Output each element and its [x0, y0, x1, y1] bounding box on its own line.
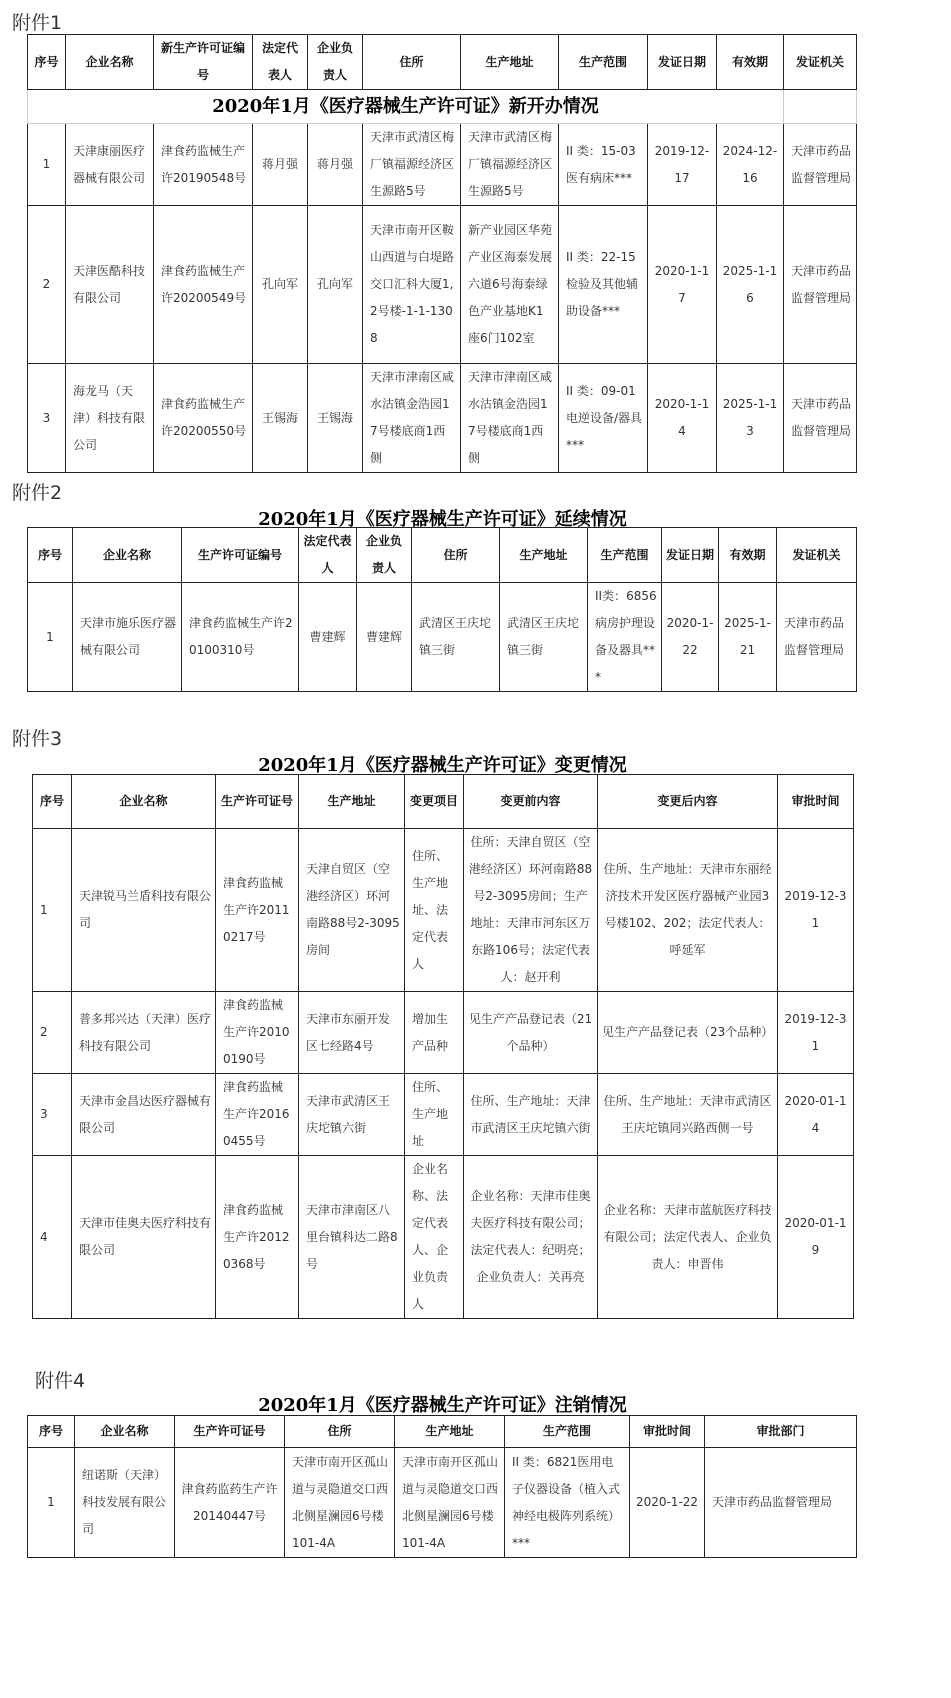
table-cell: 天津市佳奥夫医疗科技有限公司 — [72, 1156, 216, 1319]
table-cell: II类：6856病房护理设备及器具*** — [588, 583, 662, 692]
table-cell: 天津市武清区梅厂镇福源经济区生源路5号 — [461, 124, 559, 206]
table-cell: 津食药监药生产许20140447号 — [175, 1448, 285, 1558]
table-cell: 天津市津南区八里台镇科达二路8号 — [299, 1156, 405, 1319]
attachment-2-title: 2020年1月《医疗器械生产许可证》延续情况 — [258, 509, 627, 530]
attachment-4-title: 2020年1月《医疗器械生产许可证》注销情况 — [258, 1395, 627, 1416]
table-cell: 津食药监械生产许20100310号 — [182, 583, 299, 692]
column-header: 变更后内容 — [598, 775, 778, 829]
table-cell: 2020-1-22 — [630, 1448, 705, 1558]
table-cell: 天津市津南区咸水沽镇金浩园17号楼底商1西侧 — [363, 364, 461, 473]
table-cell: 企业名称：天津市佳奥夫医疗科技有限公司；法定代表人：纪明亮；企业负责人：关再亮 — [464, 1156, 598, 1319]
column-header: 生产许可证号 — [216, 775, 299, 829]
table-cell: 住所、生产地址：天津市东丽经济技术开发区医疗器械产业园3号楼102、202；法定代表人：呼延军 — [598, 829, 778, 992]
column-header: 发证日期 — [648, 35, 717, 90]
table-row — [28, 1448, 857, 1558]
column-header: 住所 — [285, 1416, 395, 1448]
table-cell: 天津市津南区咸水沽镇金浩园17号楼底商1西侧 — [461, 364, 559, 473]
cancellation-table — [27, 1415, 857, 1558]
table-cell: 天津锐马兰盾科技有限公司 — [72, 829, 216, 992]
table-row — [33, 1074, 854, 1156]
table-cell: 天津市南开区孤山道与灵隐道交口西北侧星澜园6号楼101-4A — [285, 1448, 395, 1558]
table-cell: II 类：22-15检验及其他辅助设备*** — [559, 206, 648, 364]
table-cell: 住所、生产地址：天津市武清区王庆坨镇六街 — [464, 1074, 598, 1156]
table-cell: 2 — [28, 206, 66, 364]
column-header: 有效期 — [719, 528, 777, 583]
table-row — [28, 206, 857, 364]
table-cell: 津食药监械生产许20160455号 — [216, 1074, 299, 1156]
table-cell: 蒋月强 — [253, 124, 308, 206]
column-header: 企业负责人 — [308, 35, 363, 90]
table-cell: 2025-1-13 — [717, 364, 784, 473]
table-row — [33, 829, 854, 992]
table-cell: 住所、生产地址：天津市武清区王庆坨镇同兴路西侧一号 — [598, 1074, 778, 1156]
table-cell: 王锡海 — [308, 364, 363, 473]
table-cell: 2020-1-17 — [648, 206, 717, 364]
table-cell: 天津市施乐医疗器械有限公司 — [73, 583, 182, 692]
column-header: 生产范围 — [505, 1416, 630, 1448]
table-cell: 天津市南开区孤山道与灵隐道交口西北侧星澜园6号楼101-4A — [395, 1448, 505, 1558]
table-cell: II 类：09-01电逆设备/器具*** — [559, 364, 648, 473]
attachment-3-label: 附件3 — [12, 728, 63, 750]
attachment-2-label: 附件2 — [12, 482, 63, 504]
table-row — [28, 124, 857, 206]
column-header: 新生产许可证编号 — [154, 35, 253, 90]
column-header: 发证机关 — [784, 35, 857, 90]
column-header: 序号 — [28, 35, 66, 90]
table-cell: 武清区王庆坨镇三街 — [412, 583, 500, 692]
table-cell: 津食药监械生产许20100190号 — [216, 992, 299, 1074]
header-row — [28, 528, 857, 583]
header-row — [33, 775, 854, 829]
attachment-1-label: 附件1 — [12, 12, 63, 34]
column-header: 生产范围 — [559, 35, 648, 90]
attachment-3-title: 2020年1月《医疗器械生产许可证》变更情况 — [258, 755, 627, 776]
column-header: 法定代表人 — [299, 528, 357, 583]
table-cell: 津食药监械生产许20190548号 — [154, 124, 253, 206]
table-cell: 天津市东丽开发区七经路4号 — [299, 992, 405, 1074]
column-header: 生产许可证编号 — [182, 528, 299, 583]
table-cell: 1 — [28, 1448, 75, 1558]
table-cell: 王锡海 — [253, 364, 308, 473]
column-header: 审批时间 — [630, 1416, 705, 1448]
table-cell: 津食药监械生产许20110217号 — [216, 829, 299, 992]
table-row — [28, 364, 857, 473]
table-cell: 3 — [28, 364, 66, 473]
column-header: 发证日期 — [662, 528, 719, 583]
column-header: 生产地址 — [395, 1416, 505, 1448]
column-header: 变更前内容 — [464, 775, 598, 829]
header-row — [28, 35, 857, 90]
table-cell: 住所：天津自贸区（空港经济区）环河南路88号2-3095房间；生产地址：天津市河东区万东路106号；法定代表人：赵开利 — [464, 829, 598, 992]
table-cell: 津食药监械生产许20200550号 — [154, 364, 253, 473]
table-cell: 天津市武清区梅厂镇福源经济区生源路5号 — [363, 124, 461, 206]
table-cell: 住所、生产地址 — [405, 1074, 464, 1156]
attachment-4-label: 附件4 — [35, 1370, 86, 1392]
table-cell: 天津市金昌达医疗器械有限公司 — [72, 1074, 216, 1156]
table-cell: 天津康丽医疗器械有限公司 — [66, 124, 154, 206]
column-header: 序号 — [28, 1416, 75, 1448]
table-cell: 天津市南开区鞍山西道与白堤路交口汇科大厦1,2号楼-1-1-1308 — [363, 206, 461, 364]
table-cell: 4 — [33, 1156, 72, 1319]
table-cell: 见生产产品登记表（23个品种） — [598, 992, 778, 1074]
table-cell: 增加生产品种 — [405, 992, 464, 1074]
table-cell: 普多邦兴达（天津）医疗科技有限公司 — [72, 992, 216, 1074]
table-cell: 2020-01-19 — [778, 1156, 854, 1319]
table-cell: 天津市药品监督管理局 — [777, 583, 857, 692]
table-cell: 2020-1-22 — [662, 583, 719, 692]
table-row — [33, 992, 854, 1074]
header-row — [28, 1416, 857, 1448]
column-header: 变更项目 — [405, 775, 464, 829]
table-cell: 2019-12-31 — [778, 992, 854, 1074]
table-cell: 2020-1-14 — [648, 364, 717, 473]
table-cell: 曹建辉 — [357, 583, 412, 692]
table-cell: 天津自贸区（空港经济区）环河南路88号2-3095房间 — [299, 829, 405, 992]
table-cell: 2020-01-14 — [778, 1074, 854, 1156]
table-cell: 新产业园区华苑产业区海泰发展六道6号海泰绿色产业基地K1座6门102室 — [461, 206, 559, 364]
attachment-1-title: 2020年1月《医疗器械生产许可证》新开办情况 — [28, 90, 784, 124]
table-cell: 3 — [33, 1074, 72, 1156]
table-row — [28, 583, 857, 692]
column-header: 有效期 — [717, 35, 784, 90]
table-cell: 2025-1-21 — [719, 583, 777, 692]
table-cell: 2025-1-16 — [717, 206, 784, 364]
table-row — [33, 1156, 854, 1319]
table-cell: 纽诺斯（天津）科技发展有限公司 — [75, 1448, 175, 1558]
column-header: 序号 — [33, 775, 72, 829]
column-header: 序号 — [28, 528, 73, 583]
table-cell: 2019-12-17 — [648, 124, 717, 206]
table-cell: 1 — [28, 583, 73, 692]
table-cell: 1 — [33, 829, 72, 992]
table-cell: 1 — [28, 124, 66, 206]
table-cell: 天津市武清区王庆坨镇六街 — [299, 1074, 405, 1156]
table-cell: 2024-12-16 — [717, 124, 784, 206]
table-cell: 津食药监械生产许20200549号 — [154, 206, 253, 364]
table-cell: 曹建辉 — [299, 583, 357, 692]
column-header: 法定代表人 — [253, 35, 308, 90]
column-header: 审批部门 — [705, 1416, 857, 1448]
renewal-table — [27, 527, 857, 692]
table-cell: II 类：6821医用电子仪器设备（植入式神经电极阵列系统）*** — [505, 1448, 630, 1558]
column-header: 生产许可证号 — [175, 1416, 285, 1448]
column-header: 企业名称 — [73, 528, 182, 583]
column-header: 企业名称 — [66, 35, 154, 90]
table-cell: 企业名称：天津市蓝航医疗科技有限公司；法定代表人、企业负责人：申晋伟 — [598, 1156, 778, 1319]
column-header: 生产地址 — [500, 528, 588, 583]
table-cell: 天津市药品监督管理局 — [784, 124, 857, 206]
table-cell: 见生产产品登记表（21个品种） — [464, 992, 598, 1074]
column-header: 企业名称 — [72, 775, 216, 829]
column-header: 生产范围 — [588, 528, 662, 583]
column-header: 企业负责人 — [357, 528, 412, 583]
new-license-table — [27, 34, 857, 473]
table-cell: 住所、生产地址、法定代表人 — [405, 829, 464, 992]
table-cell: 孔向军 — [253, 206, 308, 364]
column-header: 生产地址 — [299, 775, 405, 829]
table-cell: 孔向军 — [308, 206, 363, 364]
column-header: 生产地址 — [461, 35, 559, 90]
column-header: 企业名称 — [75, 1416, 175, 1448]
table-cell: 2 — [33, 992, 72, 1074]
column-header: 住所 — [412, 528, 500, 583]
table-cell: 武清区王庆坨镇三街 — [500, 583, 588, 692]
table-cell: 天津医酷科技有限公司 — [66, 206, 154, 364]
table-cell: II 类：15-03医有病床*** — [559, 124, 648, 206]
column-header: 审批时间 — [778, 775, 854, 829]
table-cell: 蒋月强 — [308, 124, 363, 206]
column-header: 住所 — [363, 35, 461, 90]
table-cell: 天津市药品监督管理局 — [784, 206, 857, 364]
table-cell: 津食药监械生产许20120368号 — [216, 1156, 299, 1319]
table-cell: 天津市药品监督管理局 — [784, 364, 857, 473]
change-table — [32, 774, 854, 1319]
table-cell: 海龙马（天津）科技有限公司 — [66, 364, 154, 473]
table-cell: 天津市药品监督管理局 — [705, 1448, 857, 1558]
table-cell: 2019-12-31 — [778, 829, 854, 992]
table-cell: 企业名称、法定代表人、企业负责人 — [405, 1156, 464, 1319]
column-header: 发证机关 — [777, 528, 857, 583]
